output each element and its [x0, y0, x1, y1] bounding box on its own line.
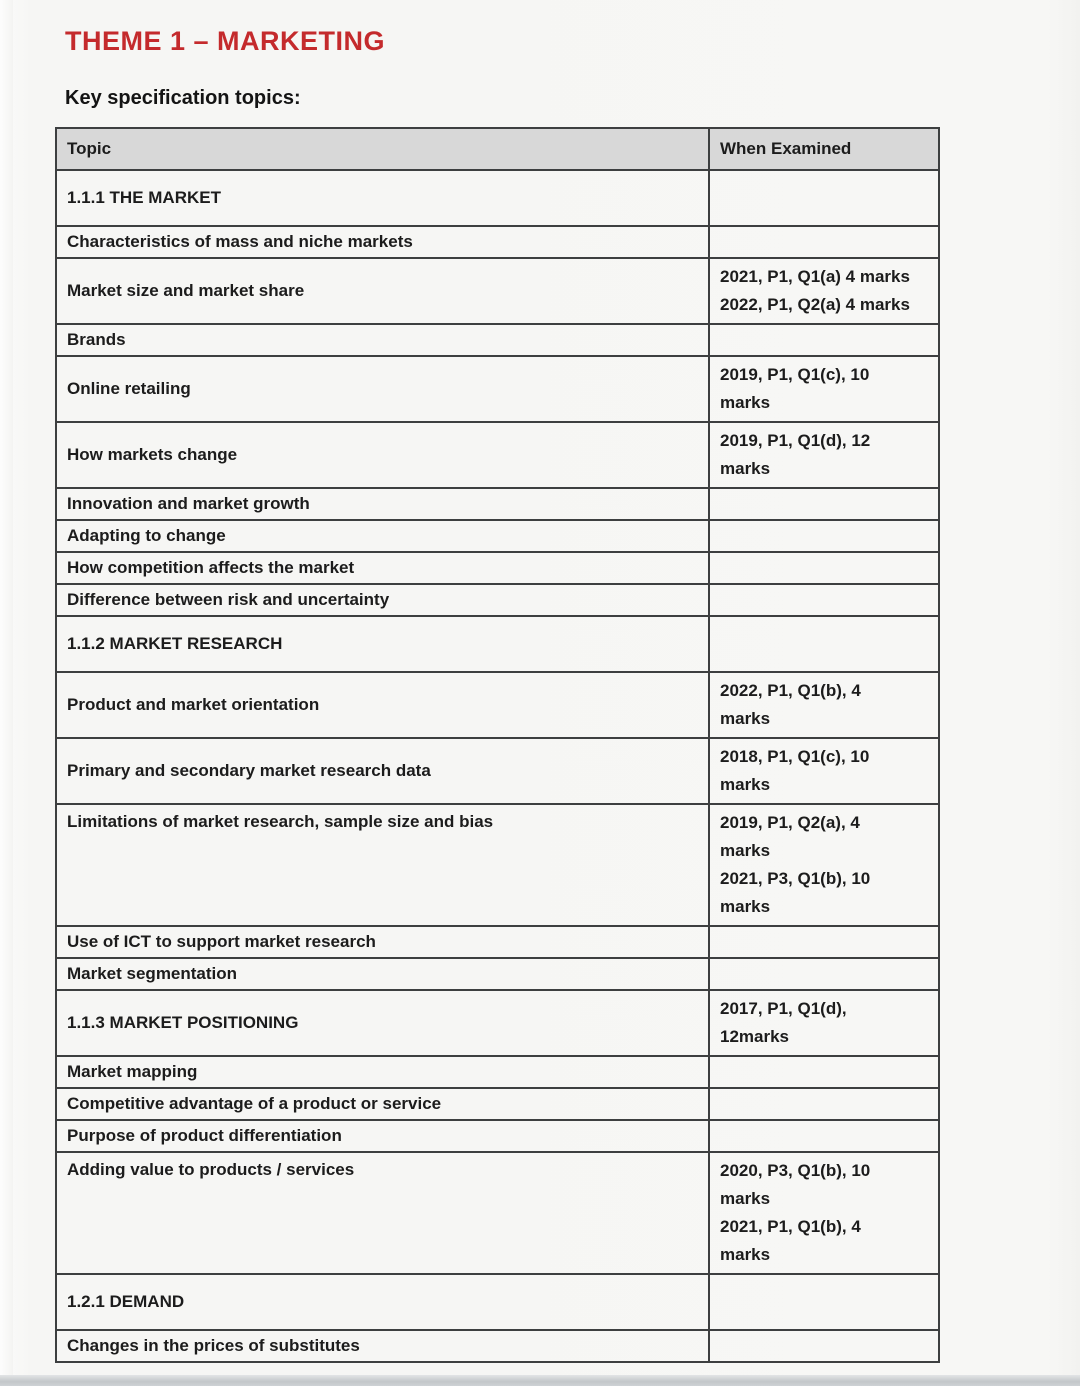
when-examined-cell: [709, 1330, 939, 1362]
table-row: [56, 926, 939, 958]
when-examined-line: 2019, P1, Q1(d), 12: [720, 431, 871, 450]
topic-cell: Limitations of market research, sample size and bias: [56, 804, 709, 926]
when-examined-cell: [709, 804, 939, 926]
table-row: [56, 804, 939, 926]
topic-cell: How markets change: [56, 422, 709, 488]
when-examined-line: marks: [720, 1245, 771, 1264]
when-examined-line: 2019, P1, Q2(a), 4: [720, 813, 860, 832]
topic-cell: Online retailing: [56, 356, 709, 422]
when-examined-cell: [709, 958, 939, 990]
when-examined-cell: [709, 672, 939, 738]
when-examined-cell: [709, 1152, 939, 1274]
topic-cell: Adapting to change: [56, 520, 709, 552]
table-row: [56, 1056, 939, 1088]
when-examined-line: 2022, P1, Q2(a) 4 marks: [720, 295, 910, 314]
table-row: [56, 324, 939, 356]
when-examined-line: marks: [720, 1189, 771, 1208]
table-row: [56, 672, 939, 738]
when-examined-cell: [709, 584, 939, 616]
when-examined-cell: [709, 926, 939, 958]
when-examined-cell: [709, 1088, 939, 1120]
table-row: [56, 1088, 939, 1120]
table-row: [56, 488, 939, 520]
when-examined-line: 2019, P1, Q1(c), 10: [720, 365, 870, 384]
topic-cell: Use of ICT to support market research: [56, 926, 709, 958]
topics-table: [55, 127, 940, 1363]
when-examined-cell: [709, 1056, 939, 1088]
topic-cell: Primary and secondary market research data: [56, 738, 709, 804]
topic-cell: 1.1.3 MARKET POSITIONING: [56, 990, 709, 1056]
when-examined-cell: [709, 990, 939, 1056]
section-row: [56, 616, 939, 672]
topic-cell: 1.2.1 DEMAND: [56, 1274, 709, 1330]
table-row: [56, 958, 939, 990]
table-header-row: [56, 128, 939, 170]
when-examined-line: marks: [720, 393, 771, 412]
when-examined-cell: [709, 552, 939, 584]
table-row: [56, 356, 939, 422]
page-title: THEME 1 – MARKETING: [65, 26, 386, 56]
page-left-edge: [0, 0, 13, 1386]
topic-cell: Market mapping: [56, 1056, 709, 1088]
when-examined-cell: [709, 258, 939, 324]
when-examined-line: 2021, P1, Q1(a) 4 marks: [720, 267, 910, 286]
when-examined-cell: [709, 422, 939, 488]
topic-cell: Difference between risk and uncertainty: [56, 584, 709, 616]
when-examined-line: 2020, P3, Q1(b), 10: [720, 1161, 871, 1180]
topic-cell: Innovation and market growth: [56, 488, 709, 520]
table-row: [56, 520, 939, 552]
topic-cell: Changes in the prices of substitutes: [56, 1330, 709, 1362]
topic-cell: Market size and market share: [56, 258, 709, 324]
topic-column-header: Topic: [56, 128, 709, 170]
page-subtitle: Key specification topics:: [65, 87, 301, 109]
when-examined-column-header: When Examined: [709, 128, 939, 170]
when-examined-line: 2017, P1, Q1(d),: [720, 999, 847, 1018]
when-examined-cell: [709, 738, 939, 804]
section-row: [56, 1274, 939, 1330]
when-examined-cell: [709, 488, 939, 520]
when-examined-line: marks: [720, 841, 771, 860]
topic-cell: 1.1.2 MARKET RESEARCH: [56, 616, 709, 672]
topic-cell: Adding value to products / services: [56, 1152, 709, 1274]
table-row: [56, 1330, 939, 1362]
topic-cell: Product and market orientation: [56, 672, 709, 738]
table-row: [56, 738, 939, 804]
topic-cell: How competition affects the market: [56, 552, 709, 584]
when-examined-cell: [709, 324, 939, 356]
table-row: [56, 226, 939, 258]
when-examined-line: 2021, P1, Q1(b), 4: [720, 1217, 861, 1236]
when-examined-cell: [709, 520, 939, 552]
topic-cell: Purpose of product differentiation: [56, 1120, 709, 1152]
photo-bottom-edge: [0, 1375, 1080, 1386]
when-examined-cell: [709, 1120, 939, 1152]
table-row: [56, 584, 939, 616]
table-row: [56, 422, 939, 488]
topic-cell: Competitive advantage of a product or service: [56, 1088, 709, 1120]
table-row: [56, 1152, 939, 1274]
topic-cell: Market segmentation: [56, 958, 709, 990]
when-examined-line: 2018, P1, Q1(c), 10: [720, 747, 870, 766]
table-row: [56, 552, 939, 584]
topic-cell: Brands: [56, 324, 709, 356]
when-examined-cell: [709, 616, 939, 672]
table-body: [56, 170, 939, 1362]
when-examined-cell: [709, 170, 939, 226]
when-examined-line: 2022, P1, Q1(b), 4: [720, 681, 861, 700]
section-row: [56, 990, 939, 1056]
table-row: [56, 1120, 939, 1152]
when-examined-cell: [709, 226, 939, 258]
when-examined-line: 12marks: [720, 1027, 790, 1046]
topic-cell: 1.1.1 THE MARKET: [56, 170, 709, 226]
table-row: [56, 258, 939, 324]
when-examined-line: marks: [720, 709, 771, 728]
when-examined-line: 2021, P3, Q1(b), 10: [720, 869, 871, 888]
when-examined-line: marks: [720, 775, 771, 794]
when-examined-line: marks: [720, 459, 771, 478]
when-examined-cell: [709, 356, 939, 422]
topic-cell: Characteristics of mass and niche markets: [56, 226, 709, 258]
when-examined-line: marks: [720, 897, 771, 916]
section-row: [56, 170, 939, 226]
when-examined-cell: [709, 1274, 939, 1330]
